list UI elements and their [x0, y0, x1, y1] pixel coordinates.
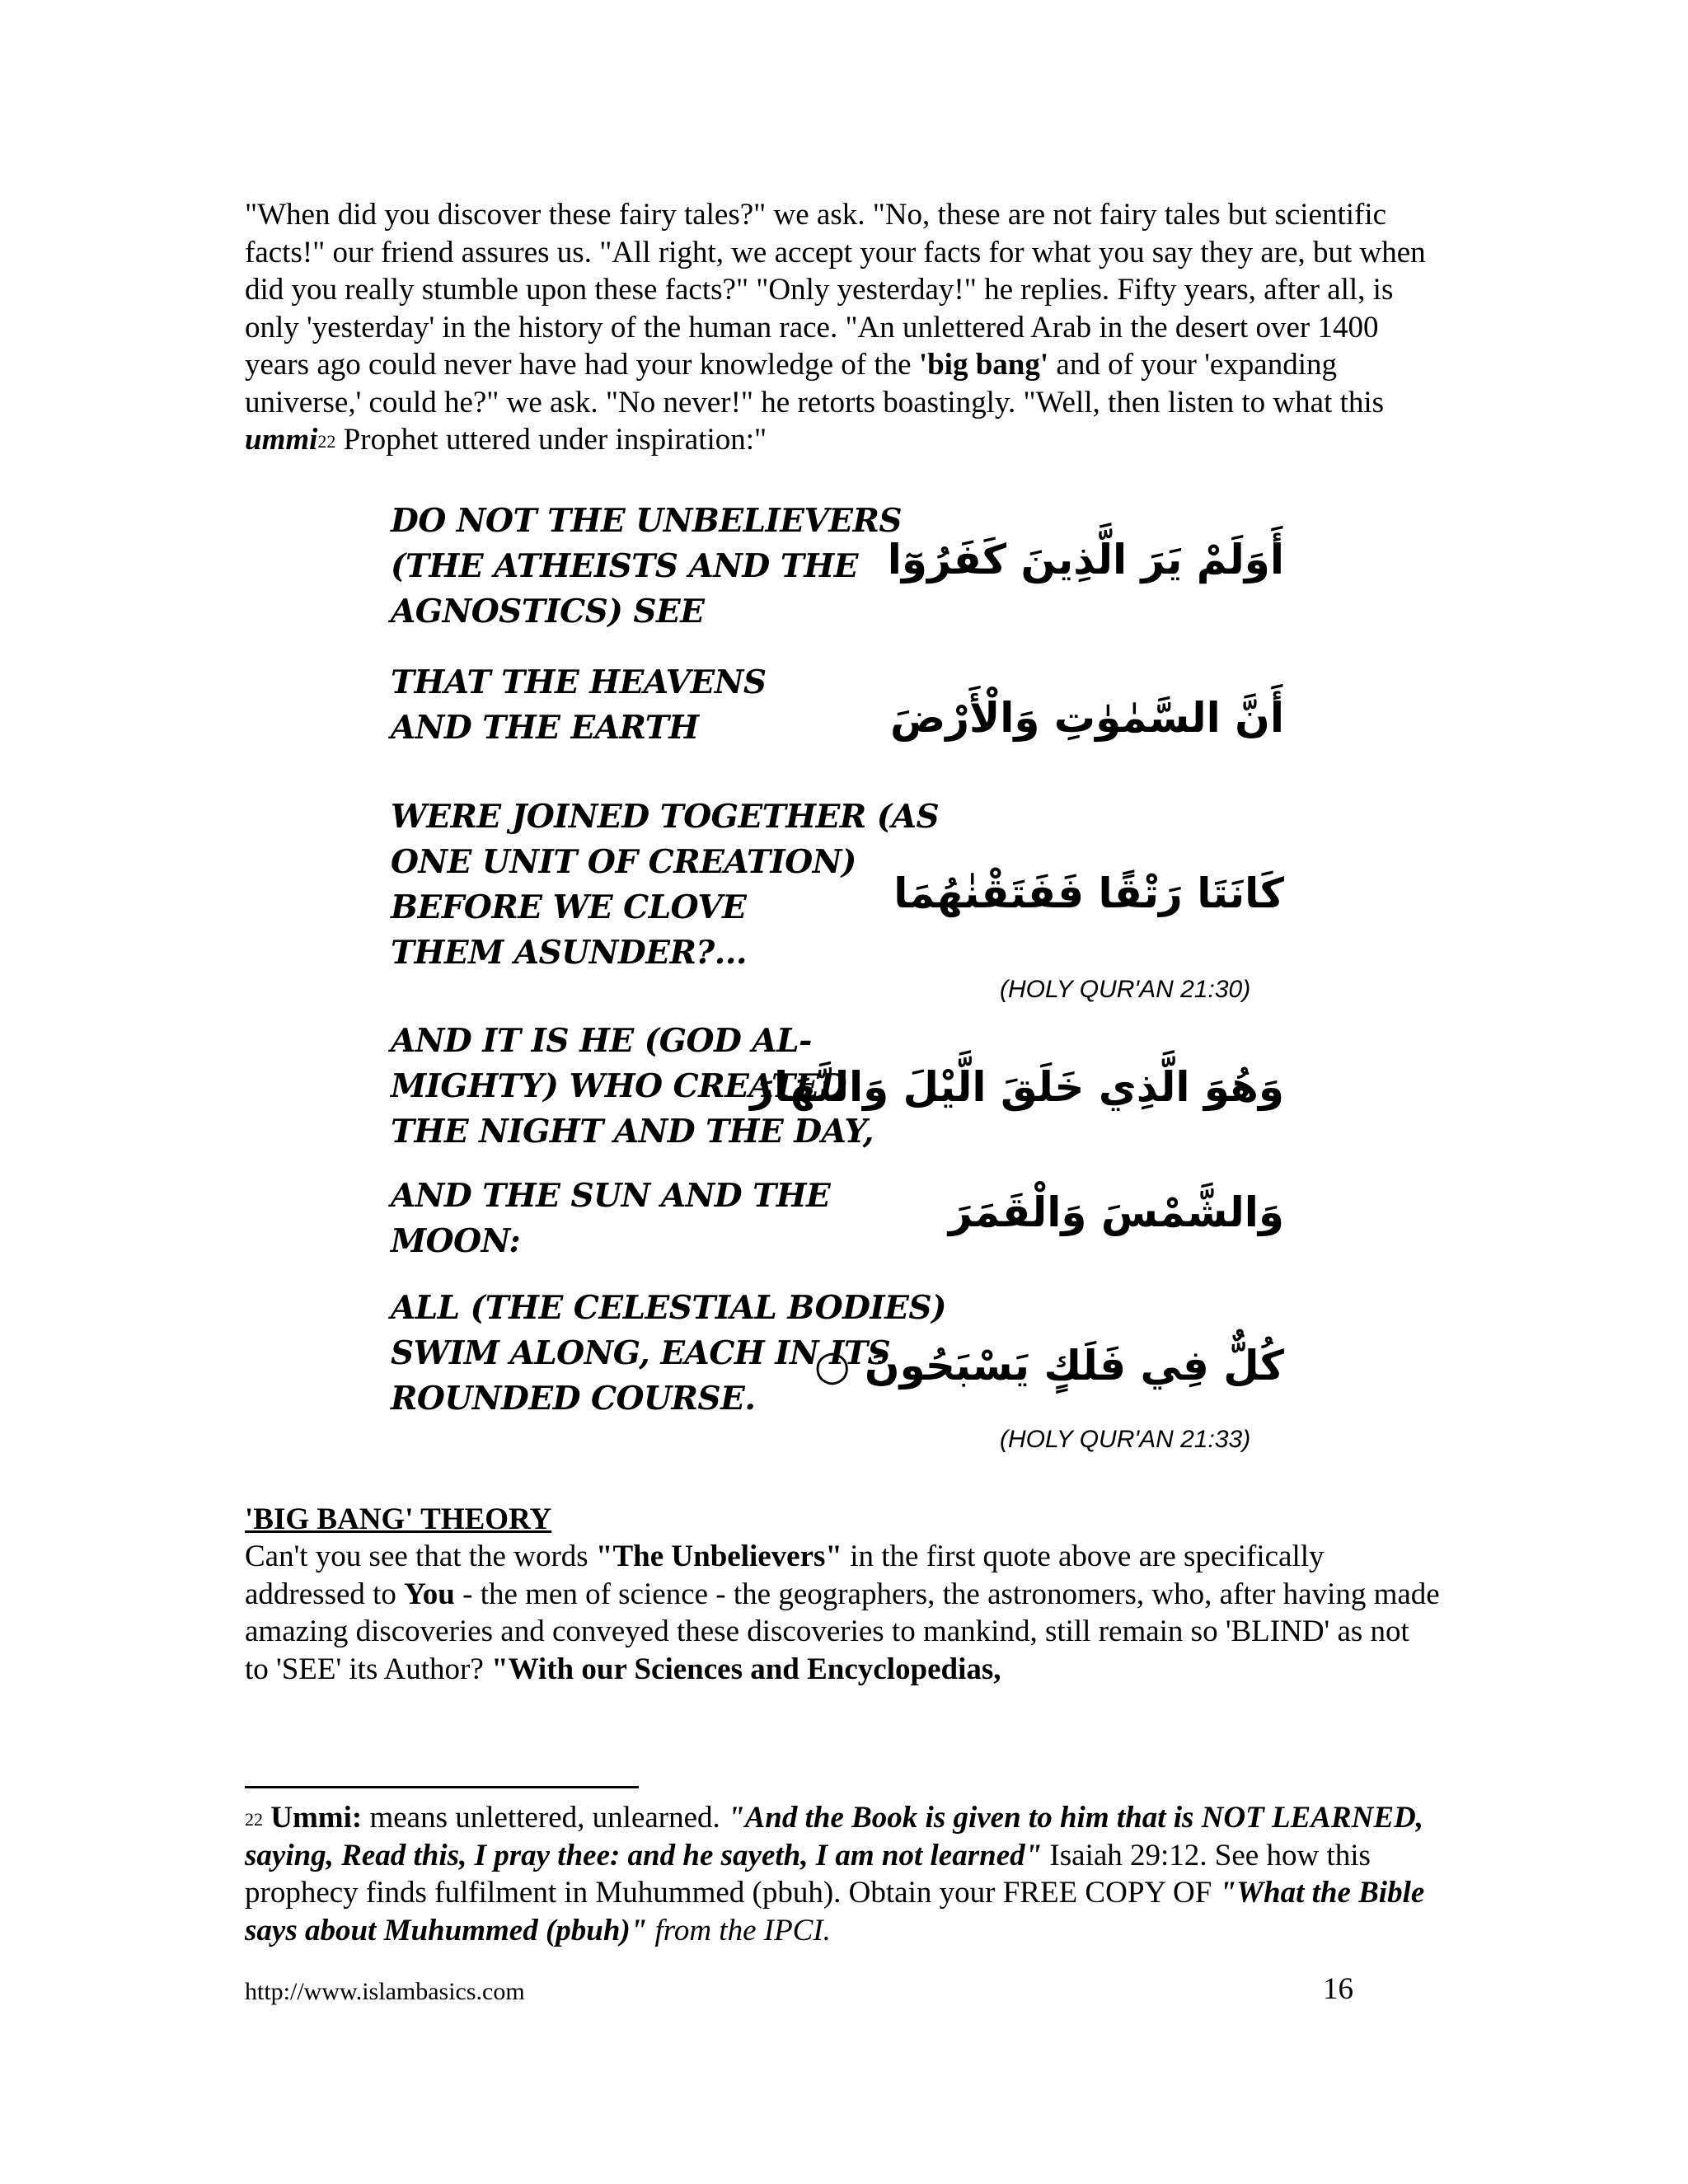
isaiah-quote: "And the Book is given to him that is NOT LEARNED, saying, Read this, I pray thee: and he sayeth, I am not learned" [245, 1801, 1423, 1872]
body-text-1: Can't you see that the words [245, 1540, 596, 1573]
intro-paragraph [245, 196, 1440, 459]
body-text-3: - the men of science - the geographers, the astronomers, who, after having made amazing discoveries and conveyed these discoveries to mankind, still remain so 'BLIND' as not to 'SEE' its Author? [245, 1577, 1440, 1686]
sciences-bold: "With our Sciences and Encyclopedias, [491, 1652, 1001, 1686]
footnote-divider [245, 1786, 639, 1788]
ummi-term: ummi [245, 423, 318, 457]
intro-text-3: Prophet uttered under inspiration:" [335, 423, 767, 457]
big-bang-bold: 'big bang' [918, 348, 1049, 382]
you-bold: You [404, 1577, 455, 1611]
page-number: 16 [1323, 1972, 1353, 2006]
verse-arabic-3: كَانَتَا رَتْقًا فَفَتَقْنٰهُمَا [893, 869, 1284, 917]
verse-english-3: WERE JOINED TOGETHER (AS ONE UNIT OF CREATION) BEFORE WE CLOVE THEM ASUNDER?... [391, 798, 940, 972]
footnote-text-3: from the IPCI. [647, 1913, 831, 1947]
footnote-text-2: Isaiah 29:12. See how this prophecy finds fulfilment in Muhummed (pbuh). Obtain your FREE COPY OF [245, 1838, 1371, 1910]
footnote-term: Ummi: [270, 1801, 363, 1835]
verse-arabic-5: وَالشَّمْسَ وَالْقَمَرَ [948, 1188, 1284, 1236]
footnote-text-1: means unlettered, unlearned. [362, 1801, 729, 1835]
footnote-ref[interactable]: 22 [317, 431, 336, 452]
verse-english-2: THAT THE HEAVENS AND THE EARTH [391, 663, 767, 747]
body-paragraph [245, 1538, 1440, 1688]
verse-english-6: ALL (THE CELESTIAL BODIES) SWIM ALONG, EACH IN ITS ROUNDED COURSE. [391, 1289, 946, 1418]
verse-arabic-2: أَنَّ السَّمٰوٰتِ وَالْأَرْضَ [889, 694, 1284, 742]
body-text-2: in the first quote above are specifically addressed to [245, 1540, 1325, 1611]
quran-reference-21-33: (HOLY QUR'AN 21:33) [1000, 1426, 1251, 1453]
verse-arabic-4: وَهُوَ الَّذِي خَلَقَ الَّيْلَ وَالنَّهَارَ [750, 1063, 1284, 1111]
verse-arabic-1: أَوَلَمْ يَرَ الَّذِينَ كَفَرُوٓا [887, 536, 1284, 583]
book-title: "What the Bible says about Muhummed (pbuh)" [245, 1876, 1425, 1947]
verse-english-5: AND THE SUN AND THE MOON: [391, 1177, 831, 1260]
section-heading: 'BIG BANG' THEORY [245, 1502, 552, 1536]
footnote [245, 1799, 1440, 1949]
unbelievers-bold: "The Unbelievers" [595, 1540, 842, 1573]
footer-url[interactable]: http://www.islambasics.com [245, 1978, 525, 2005]
intro-text-1: "When did you discover these fairy tales?" we ask. "No, these are not fairy tales but scientific facts!" our friend assures us. "All right, we accept your facts for what you say they are, but when did you really stumble upon these facts?" "Only yesterday!" he replies. Fifty years, after all, is only 'yesterday' in the history of the human race. "An unlettered Arab in the desert over 1400 years ago could never have had your knowledge of the [245, 198, 1426, 382]
verse-english-1: DO NOT THE UNBELIEVERS (THE ATHEISTS AND THE AGNOSTICS) SEE [391, 502, 903, 630]
verse-english-4: AND IT IS HE (GOD AL- MIGHTY) WHO CREATED THE NIGHT AND THE DAY, [391, 1022, 874, 1151]
intro-text-2: and of your 'expanding universe,' could he?" we ask. "No never!" he retorts boastingly. "Well, then listen to what this [245, 348, 1385, 419]
footnote-number: 22 [245, 1809, 263, 1830]
verse-arabic-6: كُلٌّ فِي فَلَكٍ يَسْبَحُونَ ○ [814, 1342, 1284, 1390]
quran-reference-21-30: (HOLY QUR'AN 21:30) [1000, 976, 1251, 1003]
